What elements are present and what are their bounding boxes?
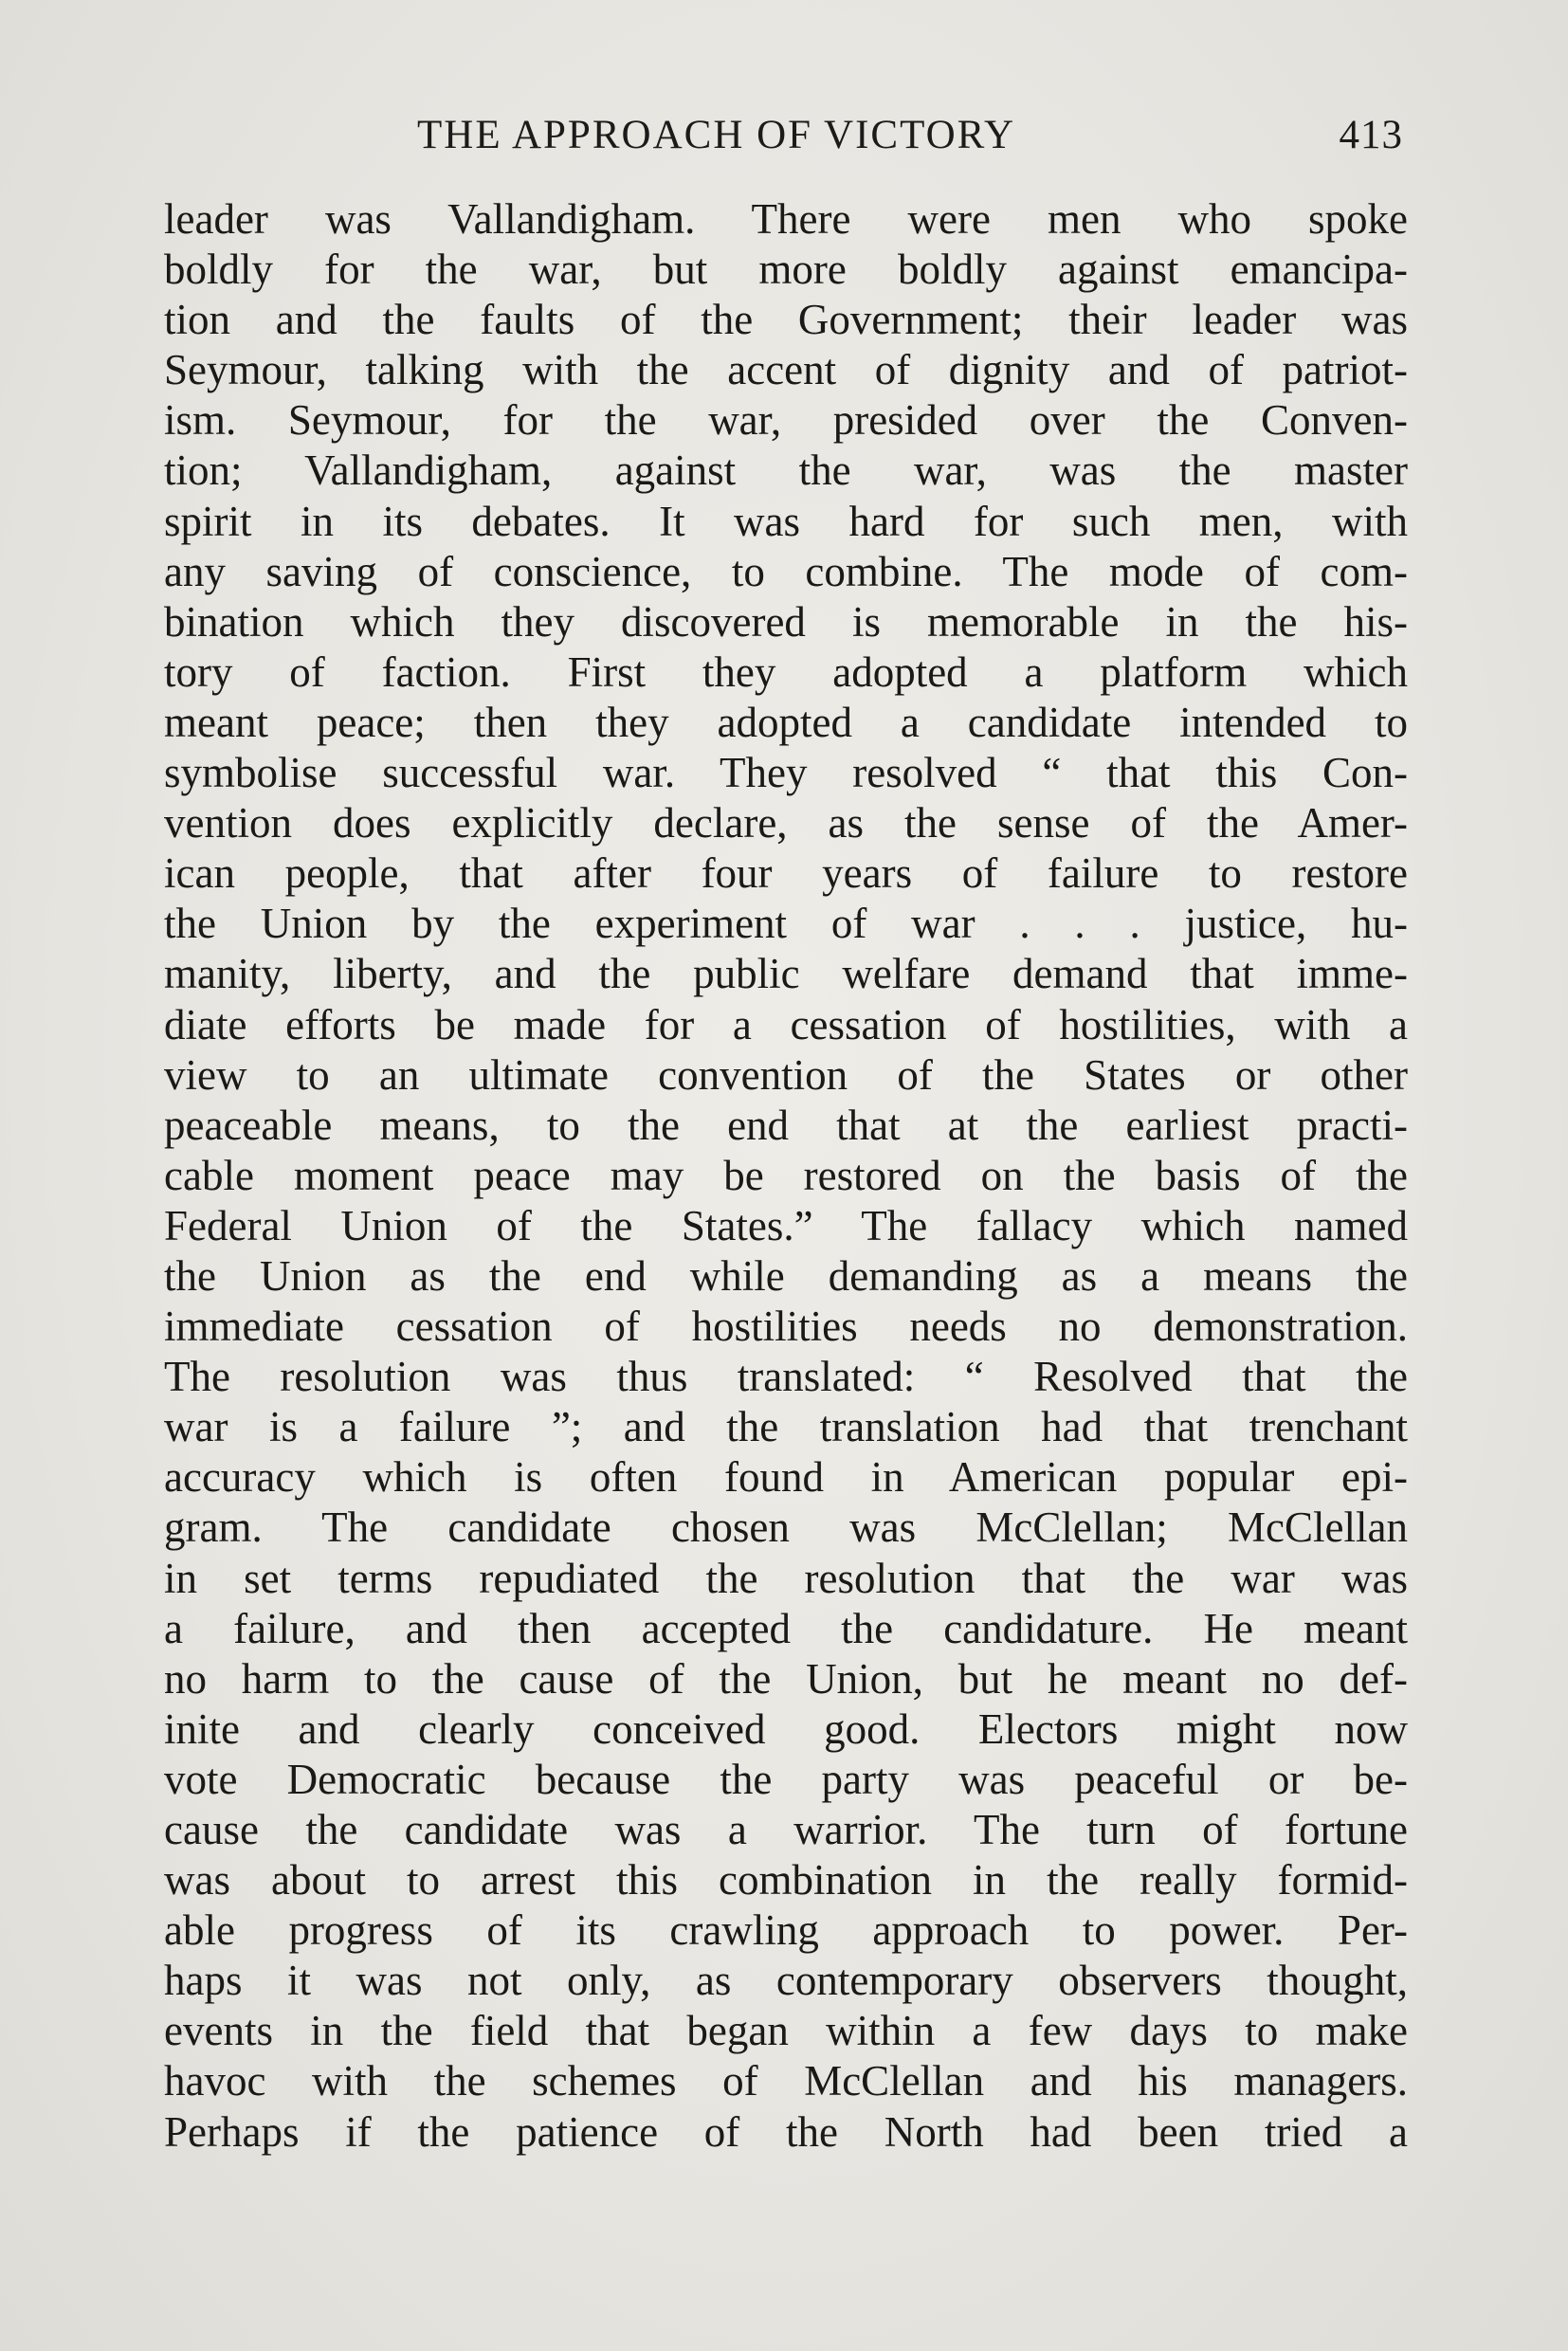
text-line: gram. The candidate chosen was McClellan; McClellan <box>164 1504 1408 1552</box>
text-line: immediate cessation of hostilities needs no demonstration. <box>164 1303 1408 1351</box>
text-line: Federal Union of the States.” The fallacy which named <box>164 1201 1408 1249</box>
text-line: the Union as the end while demanding as a means the <box>164 1251 1408 1300</box>
text-line: a failure, and then accepted the candidature. He meant <box>164 1604 1408 1652</box>
text-line: havoc with the schemes of McClellan and his managers. <box>164 2057 1408 2105</box>
body-text <box>164 194 1408 2158</box>
text-line: boldly for the war, but more boldly against emancipa- <box>164 246 1408 294</box>
page-number: 413 <box>1339 113 1403 157</box>
text-line: no harm to the cause of the Union, but he meant no def- <box>164 1654 1408 1703</box>
running-head <box>161 112 1403 169</box>
text-line: vention does explicitly declare, as the sense of the Amer- <box>164 799 1408 847</box>
text-line: ican people, that after four years of failure to restore <box>164 849 1408 898</box>
text-line: Seymour, talking with the accent of dignity and of patriot- <box>164 346 1408 394</box>
text-line: was about to arrest this combination in the really formid- <box>164 1856 1408 1904</box>
text-line: haps it was not only, as contemporary observers thought, <box>164 1957 1408 2005</box>
text-line: peaceable means, to the end that at the earliest practi- <box>164 1101 1408 1149</box>
text-line: war is a failure ”; and the translation had that trenchant <box>164 1403 1408 1451</box>
text-line: meant peace; then they adopted a candidate intended to <box>164 698 1408 746</box>
text-line: able progress of its crawling approach to power. Per- <box>164 1906 1408 1955</box>
text-line: manity, liberty, and the public welfare demand that imme- <box>164 950 1408 998</box>
text-line: view to an ultimate convention of the States or other <box>164 1050 1408 1099</box>
text-line: bination which they discovered is memorable in the his- <box>164 597 1408 646</box>
text-line: The resolution was thus translated: “ Resolved that the <box>164 1353 1408 1401</box>
text-line: inite and clearly conceived good. Electors might now <box>164 1704 1408 1753</box>
text-line: tion; Vallandigham, against the war, was the master <box>164 447 1408 495</box>
running-title: THE APPROACH OF VICTORY <box>417 113 1016 157</box>
text-line: tion and the faults of the Government; their leader was <box>164 296 1408 344</box>
text-line: ism. Seymour, for the war, presided over the Conven- <box>164 396 1408 445</box>
text-line: events in the field that began within a few days to make <box>164 2007 1408 2055</box>
text-line: cable moment peace may be restored on the basis of the <box>164 1151 1408 1199</box>
text-line: Perhaps if the patience of the North had been tried a <box>164 2107 1408 2156</box>
text-line: leader was Vallandigham. There were men who spoke <box>164 195 1408 243</box>
text-line: diate efforts be made for a cessation of hostilities, with a <box>164 1000 1408 1048</box>
text-line: any saving of conscience, to combine. The mode of com- <box>164 547 1408 595</box>
text-line: in set terms repudiated the resolution that the war was <box>164 1554 1408 1602</box>
text-line: symbolise successful war. They resolved “ that this Con- <box>164 749 1408 797</box>
text-line: vote Democratic because the party was peaceful or be- <box>164 1755 1408 1803</box>
text-line: cause the candidate was a warrior. The turn of fortune <box>164 1806 1408 1853</box>
text-line: accuracy which is often found in American popular epi- <box>164 1453 1408 1502</box>
text-line: the Union by the experiment of war . . . justice, hu- <box>164 900 1408 948</box>
text-line: tory of faction. First they adopted a platform which <box>164 647 1408 696</box>
text-line: spirit in its debates. It was hard for such men, with <box>164 497 1408 545</box>
